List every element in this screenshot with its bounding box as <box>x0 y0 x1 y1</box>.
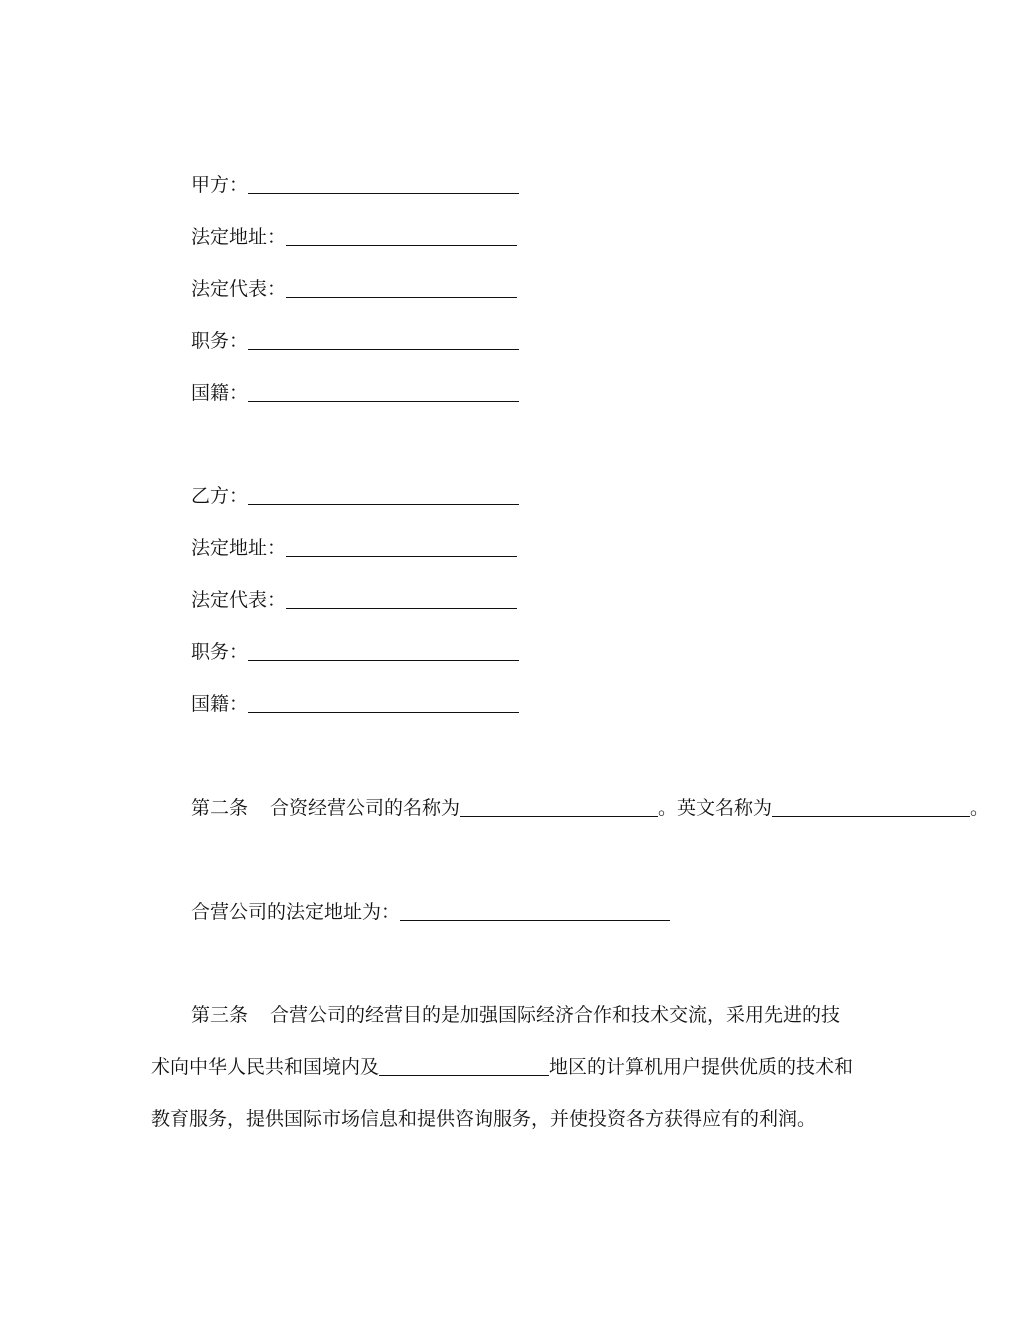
party-b-representative-label: 法定代表： <box>191 589 287 611</box>
article-3-line-3 <box>151 1107 816 1131</box>
article-2-row <box>191 796 989 820</box>
article-3-line-2-after: 地区的计算机用户提供优质的技术和 <box>549 1056 854 1078</box>
company-address-blank <box>400 902 670 921</box>
party-b-position-label: 职务： <box>191 641 249 663</box>
party-b-nationality-row <box>191 692 519 716</box>
party-b-nationality-label: 国籍： <box>191 693 249 715</box>
article-2-text-before: 合资经营公司的名称为 <box>270 797 461 819</box>
party-a-representative-blank <box>286 279 517 298</box>
party-a-position-row <box>191 329 519 353</box>
article-3-line-2 <box>151 1055 853 1079</box>
article-3-line-1 <box>191 1003 840 1027</box>
party-a-address-label: 法定地址： <box>191 226 287 248</box>
party-a-address-row <box>191 225 517 249</box>
party-b-representative-blank <box>286 590 517 609</box>
party-a-nationality-row <box>191 381 519 405</box>
party-b-representative-row <box>191 588 517 612</box>
article-2-heading: 第二条 <box>191 797 249 819</box>
party-b-label: 乙方： <box>191 485 249 507</box>
company-name-blank <box>460 798 658 817</box>
english-name-blank <box>772 798 970 817</box>
party-b-address-blank <box>286 538 517 557</box>
party-a-representative-row <box>191 277 517 301</box>
party-b-position-row <box>191 640 519 664</box>
article-2-text-middle: 。英文名称为 <box>658 797 773 819</box>
party-a-position-blank <box>248 331 519 350</box>
party-b-position-blank <box>248 642 519 661</box>
party-a-address-blank <box>286 227 517 246</box>
party-a-representative-label: 法定代表： <box>191 278 287 300</box>
party-a-nationality-blank <box>248 383 519 402</box>
party-b-address-row <box>191 536 517 560</box>
party-a-blank <box>248 175 519 194</box>
company-address-label: 合营公司的法定地址为： <box>191 901 401 923</box>
article-3-heading: 第三条 <box>191 1004 249 1026</box>
party-a-row <box>191 173 519 197</box>
article-2-text-end: 。 <box>970 797 990 819</box>
article-3-line-2-before: 术向中华人民共和国境内及 <box>151 1056 380 1078</box>
article-3-line-1-text: 合营公司的经营目的是加强国际经济合作和技术交流，采用先进的技 <box>270 1004 841 1026</box>
company-address-row <box>191 900 670 924</box>
article-3-line-3-text: 教育服务，提供国际市场信息和提供咨询服务，并使投资各方获得应有的利润。 <box>151 1108 817 1130</box>
party-a-position-label: 职务： <box>191 330 249 352</box>
party-b-address-label: 法定地址： <box>191 537 287 559</box>
party-a-label: 甲方： <box>191 174 249 196</box>
party-b-row <box>191 484 519 508</box>
party-a-nationality-label: 国籍： <box>191 382 249 404</box>
party-b-blank <box>248 486 519 505</box>
party-b-nationality-blank <box>248 694 519 713</box>
region-blank <box>379 1057 549 1076</box>
